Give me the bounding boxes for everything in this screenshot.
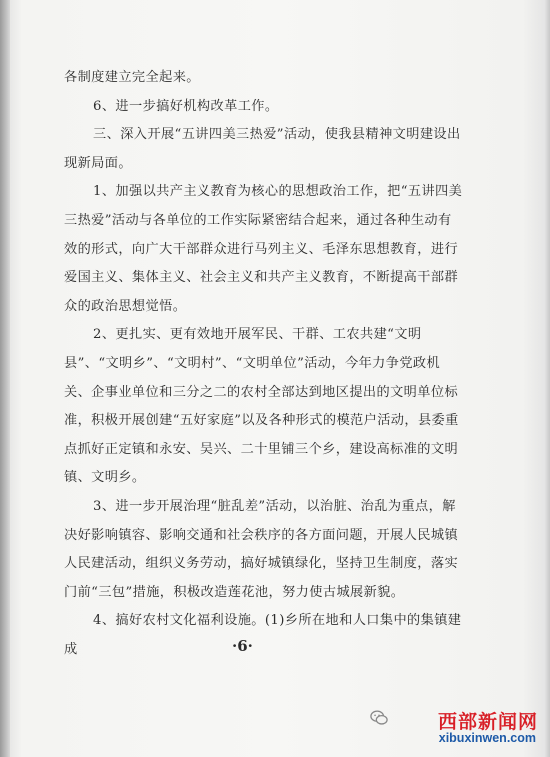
document-paragraph: 2、更扎实、更有效地开展军民、干群、工农共建“文明县”、“文明乡”、“文明村”、“文明单位”活动，今年力争党政机关、企事业单位和三分之二的农村全部达到地区提出的文明单位标准，积极开展创建“五好家庭”以及各种形式的模范户活动，县委重点抓好正定镇和永安、吴兴、二十里铺三个乡，建设高标准的文明镇、文明乡。 xyxy=(64,327,459,486)
document-paragraph: 6、进一步搞好机构改革工作。 xyxy=(93,98,279,114)
document-paragraph: 1、加强以共产主义教育为核心的思想政治工作，把“五讲四美三热爱”活动与各单位的工作实际紧密结合起来，通过各种生动有效的形式，向广大干部群众进行马列主义、毛泽东思想教育，进行爱国主义、集体主义、社会主义和共产主义教育，不断提高干部群众的政治思想觉悟。 xyxy=(64,184,463,314)
document-paragraph: 三、深入开展“五讲四美三热爱”活动，使我县精神文明建设出现新局面。 xyxy=(64,127,461,171)
watermark-site-name: 西部新闻网 xyxy=(437,711,538,733)
wechat-icon xyxy=(370,709,388,727)
site-watermark xyxy=(370,707,540,749)
document-body xyxy=(64,64,464,664)
page-right-shadow xyxy=(544,0,550,757)
page-left-shadow xyxy=(0,0,10,757)
watermark-url: xibuxinwen.com xyxy=(438,731,536,745)
document-paragraph: 4、搞好农村文化福利设施。(1)乡所在地和人口集中的集镇建成 xyxy=(64,613,462,657)
document-paragraph: 各制度建立完全起来。 xyxy=(64,70,200,85)
document-paragraph: 3、进一步开展治理“脏乱差”活动，以治脏、治乱为重点，解决好影响镇容、影响交通和社会秩序的各方面问题，开展人民城镇人民建活动，组织义务劳动，搞好城镇绿化，坚持卫生制度，落实门前“三包”措施，积极改造莲花池，努力使古城展新貌。 xyxy=(64,498,459,600)
page-number: ·6· xyxy=(232,637,253,655)
